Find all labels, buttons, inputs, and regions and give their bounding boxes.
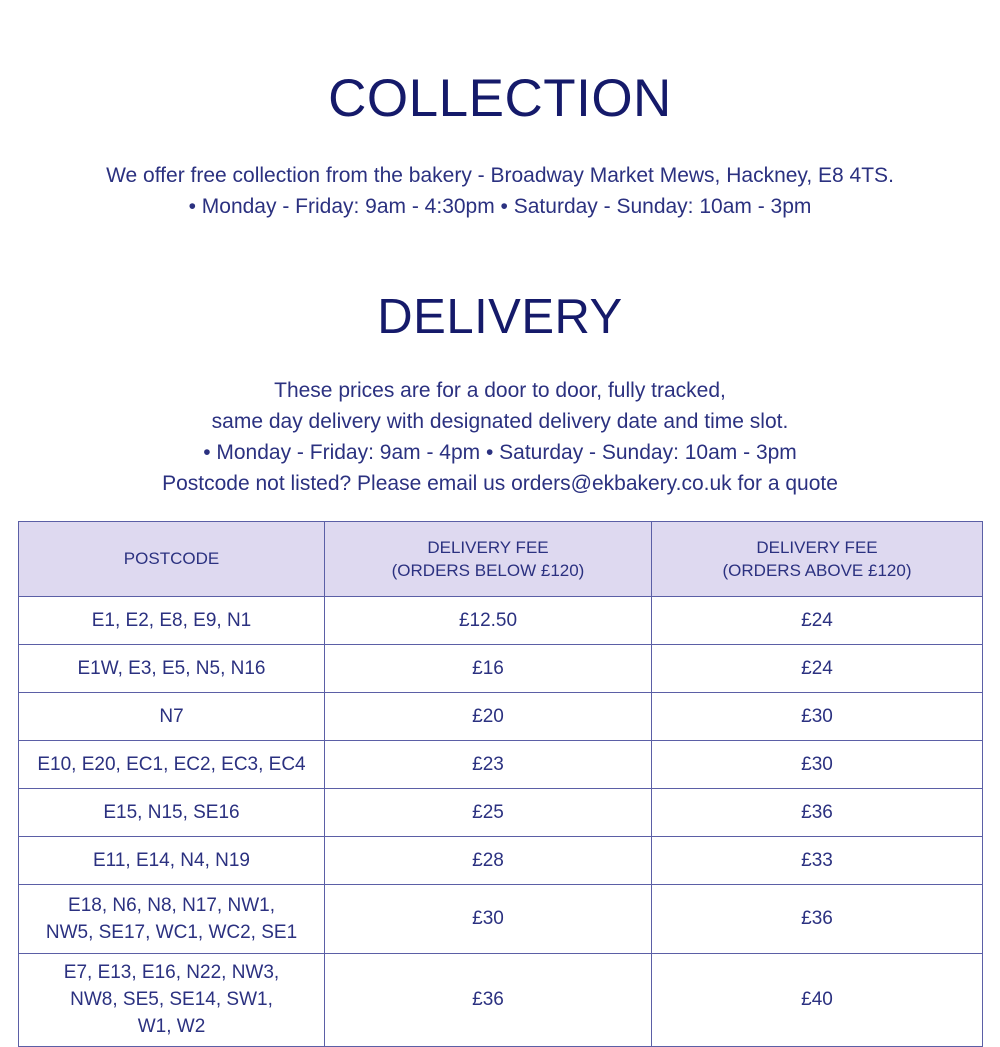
delivery-info-page xyxy=(0,36,1000,1036)
cell-postcode xyxy=(19,596,325,644)
cell-postcode-line: NW5, SE17, WC1, WC2, SE1 xyxy=(45,921,298,943)
cell-fee-below: £12.50 xyxy=(325,596,652,644)
cell-postcode xyxy=(19,692,325,740)
cell-fee-above: £24 xyxy=(652,644,983,692)
cell-fee-above: £30 xyxy=(652,692,983,740)
table-row xyxy=(19,644,983,692)
delivery-fee-table xyxy=(18,521,983,1047)
cell-postcode-line: NW8, SE5, SE14, SW1, xyxy=(70,989,273,1011)
table-row xyxy=(19,836,983,884)
cell-fee-below: £23 xyxy=(325,740,652,788)
table-body xyxy=(19,596,983,1046)
table-row xyxy=(19,596,983,644)
delivery-intro-text xyxy=(0,375,1000,499)
cell-postcode-line: E1, E2, E8, E9, N1 xyxy=(91,609,252,631)
column-header-postcode-line1: POSTCODE xyxy=(123,549,220,569)
cell-postcode xyxy=(19,884,325,953)
column-header-fee-below-line1: DELIVERY FEE xyxy=(427,537,549,557)
cell-fee-above: £40 xyxy=(652,953,983,1046)
cell-postcode-line: E15, N15, SE16 xyxy=(103,801,240,823)
column-header-postcode xyxy=(19,521,325,596)
delivery-line-1: These prices are for a door to door, fully tracked, xyxy=(274,378,726,402)
cell-postcode-line: E1W, E3, E5, N5, N16 xyxy=(77,657,266,679)
table-row xyxy=(19,740,983,788)
column-header-fee-above-line1: DELIVERY FEE xyxy=(756,537,878,557)
cell-postcode xyxy=(19,836,325,884)
collection-intro-text xyxy=(0,160,1000,222)
delivery-heading: DELIVERY xyxy=(377,289,623,344)
delivery-line-4: Postcode not listed? Please email us orders@ekbakery.co.uk for a quote xyxy=(162,471,838,495)
column-header-fee-below-line2: (ORDERS BELOW £120) xyxy=(391,560,585,580)
collection-heading: COLLECTION xyxy=(328,68,672,128)
cell-fee-above: £33 xyxy=(652,836,983,884)
cell-postcode xyxy=(19,788,325,836)
cell-fee-below: £20 xyxy=(325,692,652,740)
table-row xyxy=(19,788,983,836)
cell-postcode-line: E18, N6, N8, N17, NW1, xyxy=(68,894,275,916)
delivery-fee-table-wrapper xyxy=(0,521,1000,1047)
table-header-row xyxy=(19,521,983,596)
delivery-line-3: • Monday - Friday: 9am - 4pm • Saturday - Sunday: 10am - 3pm xyxy=(203,440,797,464)
column-header-fee-above-line2: (ORDERS ABOVE £120) xyxy=(722,560,912,580)
cell-postcode-line: E10, E20, EC1, EC2, EC3, EC4 xyxy=(37,753,306,775)
cell-fee-below: £16 xyxy=(325,644,652,692)
delivery-line-2: same day delivery with designated delivery date and time slot. xyxy=(211,409,789,433)
cell-fee-below: £36 xyxy=(325,953,652,1046)
cell-fee-above: £24 xyxy=(652,596,983,644)
column-header-fee-above xyxy=(652,521,983,596)
table-row xyxy=(19,884,983,953)
cell-fee-above: £36 xyxy=(652,788,983,836)
cell-postcode-line: E7, E13, E16, N22, NW3, xyxy=(63,962,280,984)
cell-fee-below: £25 xyxy=(325,788,652,836)
cell-fee-above: £36 xyxy=(652,884,983,953)
table-header xyxy=(19,521,983,596)
collection-line-1: We offer free collection from the bakery - Broadway Market Mews, Hackney, E8 4TS. xyxy=(106,164,894,187)
cell-postcode-line: N7 xyxy=(159,705,184,727)
table-row xyxy=(19,692,983,740)
cell-postcode-line: W1, W2 xyxy=(137,1016,206,1038)
column-header-fee-below xyxy=(325,521,652,596)
cell-postcode xyxy=(19,644,325,692)
collection-line-2: • Monday - Friday: 9am - 4:30pm • Saturday - Sunday: 10am - 3pm xyxy=(188,195,812,218)
cell-fee-below: £28 xyxy=(325,836,652,884)
cell-fee-above: £30 xyxy=(652,740,983,788)
cell-postcode xyxy=(19,740,325,788)
cell-fee-below: £30 xyxy=(325,884,652,953)
cell-postcode-line: E11, E14, N4, N19 xyxy=(92,849,251,871)
